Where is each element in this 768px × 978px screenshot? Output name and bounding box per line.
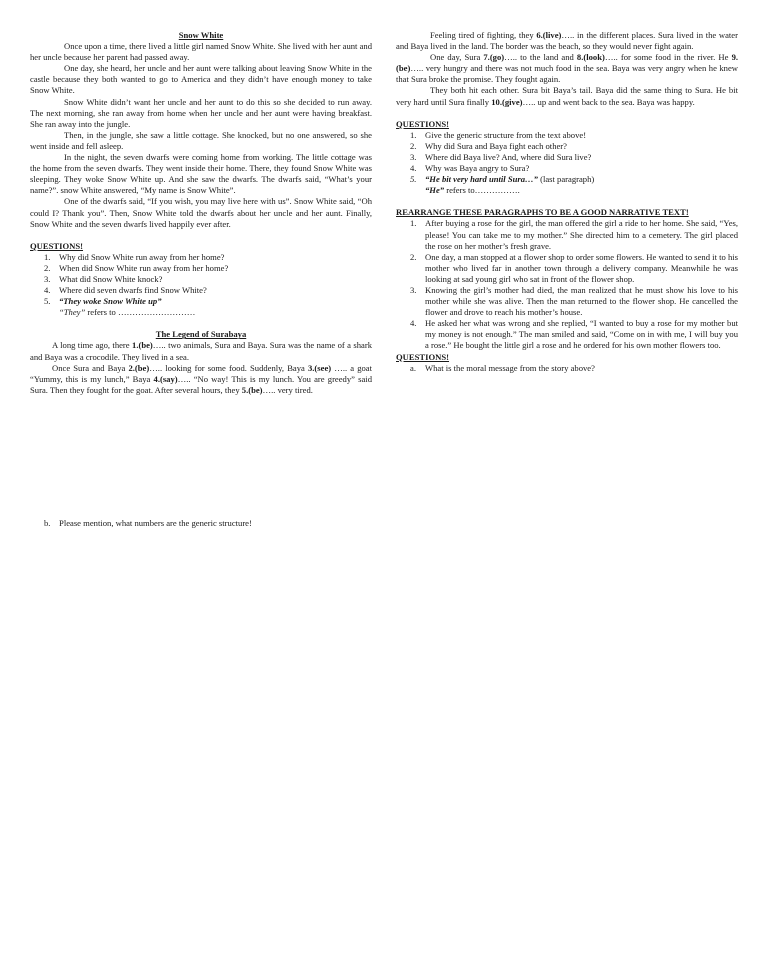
surabaya-paragraph: Once Sura and Baya 2.(be)….. looking for some food. Suddenly, Baya 3.(see) ….. a goat “Yummy, this is my lunch,” Baya 4.(say)….. “No way! This is my lunch. You are greedy” said Sura. Then they fought for the goat. After several hours, they 5.(be)….. very tired. [30,362,373,395]
snow-white-paragraph: Snow White didn’t want her uncle and her aunt to do this so she decided to run away. The next morning, she ran away from home when her uncle and her aunt were having breakfast. She ran away into the jungle. [30,96,372,129]
question-refers-line: “They” refers to ……………………… [59,307,196,318]
surabaya-paragraph: They both hit each other. Sura bit Baya’s tail. Baya did the same thing to Sura. He bit very hard until Sura finally 10.(give)….. up and went back to the sea. Baya was happy. [396,85,738,107]
rearrange-heading: REARRANGE THESE PARAGRAPHS TO BE A GOOD NARRATIVE TEXT! [396,207,689,218]
rearrange-questions-heading: QUESTIONS! [396,351,450,362]
question-item: 3. What did Snow White knock? [44,273,163,284]
question-b-text: Please mention, what numbers are the generic structure! [59,518,252,528]
rearrange-item: 2. One day, a man stopped at a flower shop to order some flowers. He wanted to send it to his mother who lived far in another town through a delivery company. Meanwhile he was looking at sad young girl who sat in front of the flower shop. [410,251,738,284]
question-b [44,518,252,529]
question-item: 2. Why did Sura and Baya fight each other? [410,140,567,151]
question-item: 4. Why was Baya angry to Sura? [410,163,530,174]
surabaya-paragraph: One day, Sura 7.(go)….. to the land and 8.(look)….. for some food in the river. He 9.(be)….. very hungry and there was not much food in the sea. Baya was very angry when he knew that Sura broke the promise. They fought again. [396,52,739,85]
snow-white-questions-heading: QUESTIONS! [30,240,84,251]
snow-white-paragraph: Then, in the jungle, she saw a little cottage. She knocked, but no one answered, so she went inside and fell asleep. [30,129,372,151]
surabaya-questions-heading: QUESTIONS! [396,118,450,129]
question-item: a. What is the moral message from the story above? [410,362,595,373]
surabaya-question-list [396,130,738,185]
snow-white-paragraph: One of the dwarfs said, “If you wish, you may live here with us”. Snow White said, “Oh could I? Thank you”. Then, Snow White told the dwarfs about her uncle and her aunt. Finally, Snow White and the seven dwarfs lived happily ever after. [30,196,372,229]
question-item: 5. “He bit very hard until Sura…” (last paragraph) [410,174,595,185]
left-column [30,30,372,396]
surabaya-title: The Legend of Surabaya [155,329,247,340]
snow-white-paragraph: In the night, the seven dwarfs were coming home from working. The little cottage was the home from the seven dwarfs. They went inside their home. There, they found Snow White was sleeping. They woke Snow White up. And she saw the dwarfs. The dwarfs said, “What’s your name?”. snow White answered, “My name is Snow White”. [30,152,372,196]
snow-white-question-list [30,252,372,307]
question-refers-line: “He” refers to……………. [425,185,520,196]
question-item: 5. “They woke Snow White up” [44,296,162,307]
question-b-marker: b. [44,518,51,528]
surabaya-paragraph: Feeling tired of fighting, they 6.(live)….. in the different places. Sura lived in the water and Baya lived in the land. The border was the beach, so they would never fight again. [396,30,738,52]
snow-white-title: Snow White [178,30,224,40]
rearrange-item: 4. He asked her what was wrong and she replied, “I wanted to buy a rose for my mother but my money is not enough.” The man smiled and said, “Come on in with me, I will buy you a rose.” He bought the little girl a rose and he ordered for his own mother flowers too. [410,318,738,351]
rearrange-paragraph-list [396,218,738,351]
surabaya-paragraph: A long time ago, there 1.(be)….. two animals, Sura and Baya. Sura was the name of a shark and Baya was a crocodile. They lived in a sea. [30,340,372,362]
question-item: 4. Where did seven dwarfs find Snow White? [44,285,207,296]
rearrange-item: 3. Knowing the girl’s mother had died, the man realized that he must show his love to his mother while she was alive. Then the man returned to the flower shop. He cancelled the flower and drove to reach his mother’s house. [410,284,738,318]
question-item: 2. When did Snow White run away from her home? [44,262,229,273]
right-column [396,30,738,374]
question-item: 3. Where did Baya live? And, where did Sura live? [410,151,592,162]
snow-white-paragraph: Once upon a time, there lived a little girl named Snow White. She lived with her aunt and her uncle because her parent had passed away. [30,41,372,63]
rearrange-item: 1. After buying a rose for the girl, the man offered the girl a ride to her home. She said, “Yes, please! You can take me to my mother.” She directed him to a cemetery. The girl placed the rose on her mother’s fresh grave. [410,218,738,251]
rearrange-question-list [396,363,738,374]
snow-white-paragraph: One day, she heard, her uncle and her aunt were talking about leaving Snow White in the castle because they both wanted to go to America and they didn’t have enough money to take Snow White. [30,63,372,96]
question-item: 1. Give the generic structure from the text above! [410,129,587,140]
question-item: 1. Why did Snow White run away from her home? [44,251,225,262]
